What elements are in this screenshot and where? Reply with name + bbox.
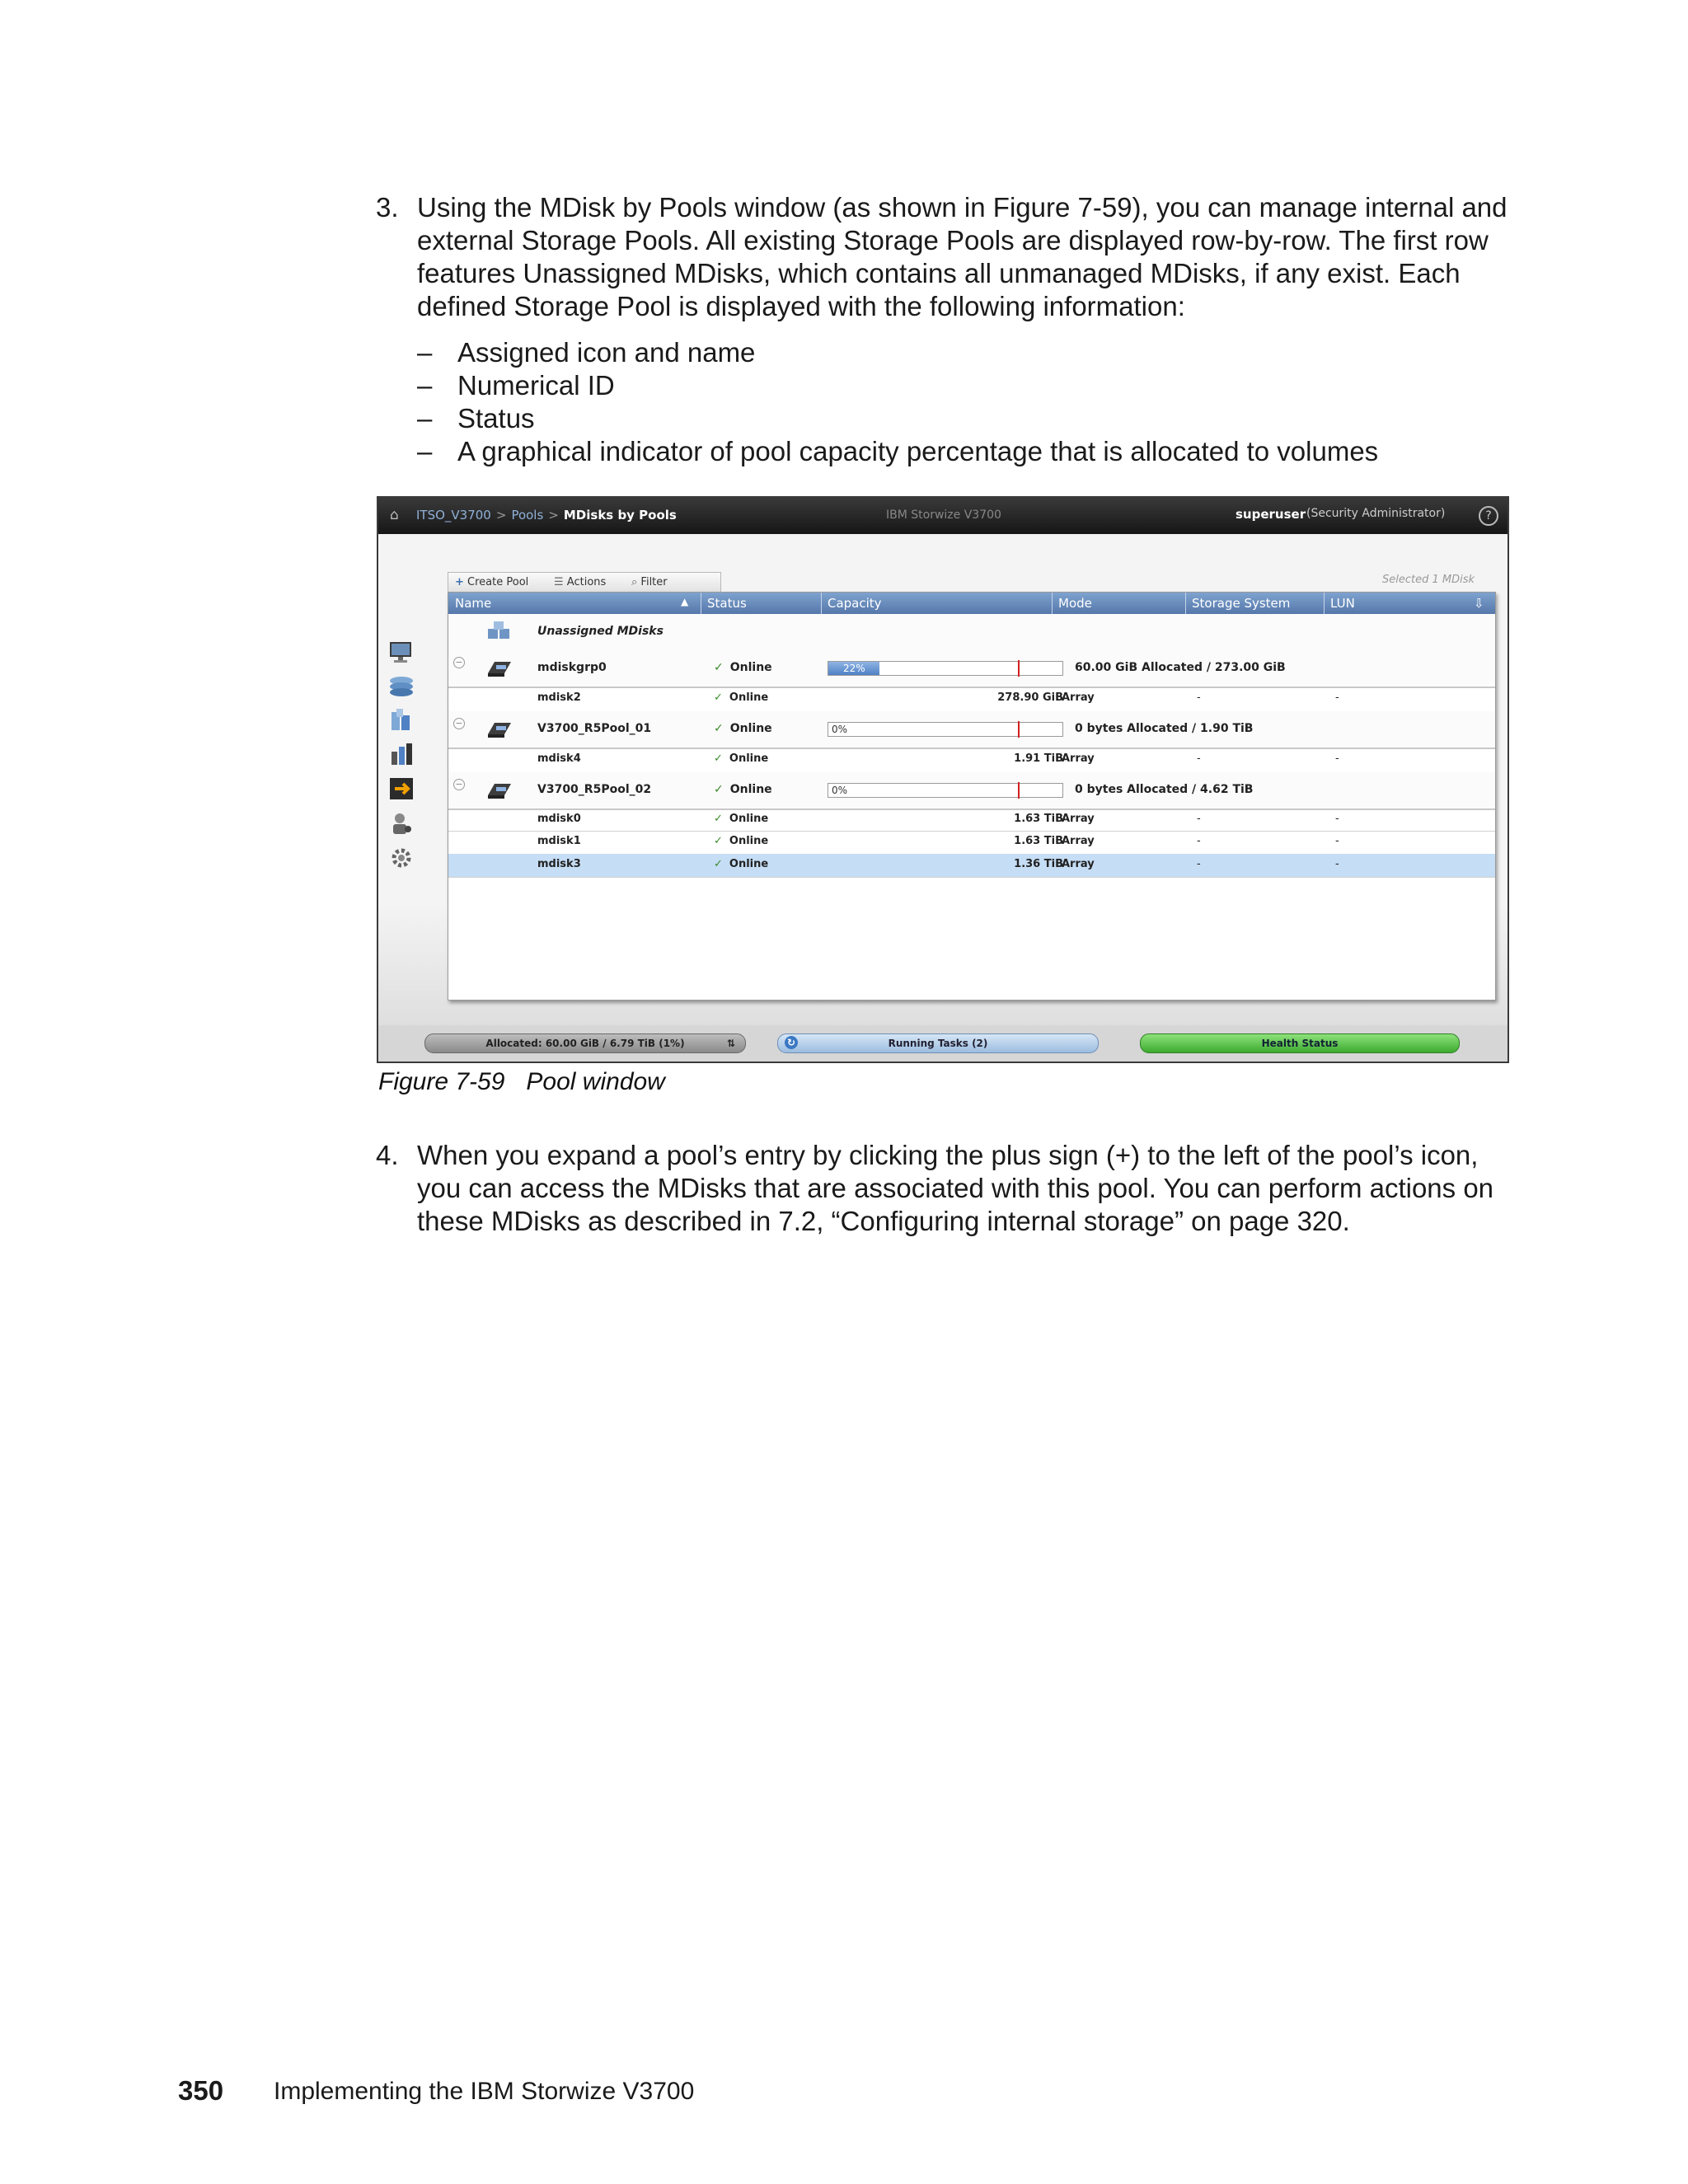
book-title: Implementing the IBM Storwize V3700 bbox=[274, 2078, 695, 2105]
warning-threshold-marker bbox=[1018, 660, 1020, 677]
pools-icon[interactable] bbox=[387, 707, 416, 732]
column-capacity[interactable]: Capacity bbox=[828, 596, 882, 611]
mdisk-status bbox=[714, 858, 768, 870]
mdisk-lun: - bbox=[1335, 752, 1339, 765]
pool-icon bbox=[485, 719, 514, 739]
collapse-icon[interactable]: − bbox=[453, 718, 465, 729]
step-3-line: features Unassigned MDisks, which contains all unmanaged MDisks, if any exist. Each bbox=[417, 258, 1461, 288]
status-label: Online bbox=[729, 813, 769, 825]
status-label: Online bbox=[729, 661, 772, 674]
pool-window-screenshot bbox=[377, 496, 1509, 1063]
pool-name: V3700_R5Pool_02 bbox=[537, 783, 652, 796]
pool-row[interactable] bbox=[448, 772, 1495, 810]
running-tasks-pod[interactable] bbox=[777, 1033, 1099, 1053]
mdisk-capacity: 278.90 GiB bbox=[997, 691, 1063, 704]
main-area bbox=[378, 534, 1507, 1062]
mdisk-row-selected[interactable] bbox=[448, 854, 1495, 878]
capacity-bar bbox=[828, 722, 1063, 737]
user-name[interactable]: superuser bbox=[1236, 507, 1306, 522]
bullet-text: Numerical ID bbox=[457, 370, 615, 401]
mdisk-pool-grid bbox=[448, 592, 1496, 1001]
selection-count: Selected 1 MDisk bbox=[1381, 574, 1475, 586]
pool-status bbox=[714, 722, 772, 735]
volumes-icon[interactable] bbox=[387, 742, 416, 766]
status-label: Online bbox=[729, 858, 769, 870]
bullet-dash: – bbox=[417, 436, 433, 466]
mdisk-mode: Array bbox=[1062, 691, 1095, 704]
sort-ascending-icon[interactable]: ▲ bbox=[681, 596, 689, 607]
mdisk-row[interactable] bbox=[448, 831, 1495, 855]
column-divider bbox=[1185, 593, 1186, 614]
check-icon: ✓ bbox=[714, 813, 723, 825]
create-pool-label: Create Pool bbox=[467, 576, 529, 588]
mdisk-mode: Array bbox=[1062, 752, 1095, 765]
mdisk-status bbox=[714, 752, 768, 765]
bullet-dash: – bbox=[417, 370, 433, 401]
step-3-line: external Storage Pools. All existing Storage Pools are displayed row-by-row. The first row bbox=[417, 225, 1489, 255]
mdisk-mode: Array bbox=[1062, 813, 1095, 825]
top-bar bbox=[378, 498, 1507, 534]
mdisk-storage-system: - bbox=[1197, 752, 1201, 765]
breadcrumb-current: MDisks by Pools bbox=[563, 508, 677, 523]
breadcrumb-pools[interactable]: Pools bbox=[511, 508, 544, 523]
step-4-line: you can access the MDisks that are associated with this pool. You can perform actions on bbox=[417, 1173, 1494, 1203]
mdisk-row[interactable] bbox=[448, 808, 1495, 832]
mdisk-lun: - bbox=[1335, 858, 1339, 870]
step-3-paragraph bbox=[376, 191, 1530, 323]
mdisk-name: mdisk2 bbox=[537, 691, 581, 704]
pool-allocation: 0 bytes Allocated / 1.90 TiB bbox=[1075, 722, 1254, 735]
filter-label: Filter bbox=[640, 576, 668, 588]
product-name: IBM Storwize V3700 bbox=[886, 509, 1001, 522]
capacity-bar bbox=[828, 661, 1063, 676]
status-label: Online bbox=[729, 691, 769, 704]
check-icon: ✓ bbox=[714, 752, 723, 765]
bullet-dash: – bbox=[417, 337, 433, 368]
bullet-item bbox=[417, 369, 1378, 402]
breadcrumb-system[interactable]: ITSO_V3700 bbox=[416, 508, 491, 523]
check-icon: ✓ bbox=[714, 783, 724, 796]
step-4-paragraph bbox=[376, 1139, 1530, 1238]
check-icon: ✓ bbox=[714, 858, 723, 870]
mdisk-name: mdisk1 bbox=[537, 835, 581, 847]
actions-label: Actions bbox=[566, 576, 607, 588]
breadcrumb bbox=[416, 508, 677, 523]
search-icon: ⌕ bbox=[631, 576, 638, 588]
status-label: Online bbox=[729, 722, 772, 735]
step-4-line: When you expand a pool’s entry by clicking the plus sign (+) to the left of the pool’s icon, bbox=[417, 1140, 1479, 1170]
mdisk-lun: - bbox=[1335, 835, 1339, 847]
column-status[interactable]: Status bbox=[707, 596, 747, 611]
allocated-label: Allocated: 60.00 GiB / 6.79 TiB (1%) bbox=[485, 1038, 685, 1049]
hosts-icon[interactable] bbox=[387, 776, 416, 801]
step-3-line: Using the MDisk by Pools window (as shown in Figure 7-59), you can manage internal and bbox=[417, 192, 1507, 223]
bullet-item bbox=[417, 402, 1378, 435]
plus-icon: + bbox=[455, 576, 464, 588]
capacity-bar bbox=[828, 783, 1063, 798]
mdisk-capacity: 1.36 TiB bbox=[1014, 858, 1063, 870]
column-divider bbox=[1324, 593, 1325, 614]
collapse-icon[interactable]: − bbox=[453, 657, 465, 668]
mdisk-row[interactable] bbox=[448, 687, 1495, 712]
mdisk-lun: - bbox=[1335, 691, 1339, 704]
status-label: Online bbox=[729, 752, 769, 765]
page-number: 350 bbox=[178, 2075, 224, 2106]
access-icon[interactable] bbox=[387, 811, 416, 836]
health-status-label: Health Status bbox=[1261, 1038, 1339, 1049]
info-bullet-list bbox=[417, 336, 1378, 468]
bullet-item bbox=[417, 435, 1378, 468]
allocated-status-pod[interactable] bbox=[424, 1033, 746, 1053]
help-icon[interactable]: ? bbox=[1479, 506, 1498, 526]
check-icon: ✓ bbox=[714, 722, 724, 735]
refresh-icon: ↻ bbox=[785, 1036, 798, 1049]
actions-button[interactable] bbox=[554, 576, 606, 588]
mdisk-storage-system: - bbox=[1197, 813, 1201, 825]
settings-icon[interactable] bbox=[387, 846, 416, 870]
mdisk-status bbox=[714, 813, 768, 825]
mdisk-status bbox=[714, 835, 768, 847]
step-3-line: defined Storage Pool is displayed with the following information: bbox=[417, 291, 1185, 321]
breadcrumb-separator: > bbox=[495, 508, 507, 523]
warning-threshold-marker bbox=[1018, 782, 1020, 799]
capacity-percent: 22% bbox=[843, 663, 865, 674]
home-monitor-icon[interactable] bbox=[387, 640, 416, 664]
mdisk-lun: - bbox=[1335, 813, 1339, 825]
expand-arrows-icon: ⇅ bbox=[726, 1038, 735, 1049]
mdisk-name: mdisk4 bbox=[537, 752, 581, 765]
list-icon: ☰ bbox=[554, 576, 564, 588]
grid-header bbox=[448, 593, 1495, 614]
mdisk-mode: Array bbox=[1062, 835, 1095, 847]
step-number: 3. bbox=[376, 192, 399, 223]
column-lun[interactable]: LUN bbox=[1330, 596, 1355, 611]
health-status-pod[interactable] bbox=[1140, 1033, 1460, 1053]
unassigned-mdisks-row[interactable] bbox=[448, 614, 1495, 652]
pool-allocation: 0 bytes Allocated / 4.62 TiB bbox=[1075, 783, 1254, 796]
mdisk-row[interactable] bbox=[448, 748, 1495, 773]
check-icon: ✓ bbox=[714, 661, 724, 674]
create-pool-button[interactable] bbox=[455, 576, 528, 588]
mdisk-storage-system: - bbox=[1197, 858, 1201, 870]
column-mode[interactable]: Mode bbox=[1058, 596, 1092, 611]
figure-caption bbox=[378, 1068, 665, 1096]
pool-allocation: 60.00 GiB Allocated / 273.00 GiB bbox=[1075, 661, 1286, 674]
pool-status bbox=[714, 661, 772, 674]
column-name[interactable]: Name bbox=[455, 596, 492, 611]
mdisk-mode: Array bbox=[1062, 858, 1095, 870]
bullet-item bbox=[417, 336, 1378, 369]
pool-icon bbox=[485, 658, 514, 678]
column-picker-icon[interactable]: ⇩ bbox=[1474, 596, 1484, 611]
warning-threshold-marker bbox=[1018, 721, 1020, 738]
status-label: Online bbox=[729, 783, 772, 796]
status-label: Online bbox=[729, 835, 769, 847]
mdisk-status bbox=[714, 691, 768, 704]
monitoring-icon[interactable] bbox=[387, 673, 416, 697]
status-bar bbox=[378, 1025, 1507, 1062]
filter-button[interactable] bbox=[631, 576, 668, 588]
bullet-text: A graphical indicator of pool capacity percentage that is allocated to volumes bbox=[457, 436, 1379, 466]
mdisk-name: mdisk3 bbox=[537, 858, 581, 870]
figure-title: Pool window bbox=[526, 1068, 665, 1095]
mdisk-capacity: 1.91 TiB bbox=[1014, 752, 1063, 765]
column-divider bbox=[821, 593, 822, 614]
pool-row[interactable] bbox=[448, 711, 1495, 749]
pool-row[interactable] bbox=[448, 650, 1495, 688]
check-icon: ✓ bbox=[714, 691, 723, 704]
figure-label: Figure 7-59 bbox=[378, 1068, 505, 1095]
mdisk-name: mdisk0 bbox=[537, 813, 581, 825]
user-role: (Security Administrator) bbox=[1306, 507, 1446, 520]
capacity-percent: 0% bbox=[832, 785, 848, 796]
capacity-percent: 0% bbox=[832, 724, 848, 735]
pool-name: V3700_R5Pool_01 bbox=[537, 722, 652, 735]
pool-name: mdiskgrp0 bbox=[537, 661, 607, 674]
home-icon[interactable]: ⌂ bbox=[390, 507, 399, 523]
check-icon: ✓ bbox=[714, 835, 723, 847]
mdisk-storage-system: - bbox=[1197, 835, 1201, 847]
bullet-dash: – bbox=[417, 403, 433, 434]
mdisk-capacity: 1.63 TiB bbox=[1014, 813, 1063, 825]
running-tasks-label: Running Tasks (2) bbox=[888, 1038, 988, 1049]
column-divider bbox=[1052, 593, 1053, 614]
column-storage-system[interactable]: Storage System bbox=[1192, 596, 1291, 611]
collapse-icon[interactable]: − bbox=[453, 779, 465, 790]
step-number: 4. bbox=[376, 1140, 399, 1170]
step-4-line: these MDisks as described in 7.2, “Configuring internal storage” on page 320. bbox=[417, 1206, 1350, 1236]
bullet-text: Assigned icon and name bbox=[457, 337, 756, 368]
breadcrumb-separator: > bbox=[548, 508, 559, 523]
unassigned-mdisks-label: Unassigned MDisks bbox=[537, 625, 663, 638]
bullet-text: Status bbox=[457, 403, 535, 434]
pool-status bbox=[714, 783, 772, 796]
mdisk-storage-system: - bbox=[1197, 691, 1201, 704]
mdisk-capacity: 1.63 TiB bbox=[1014, 835, 1063, 847]
pool-icon bbox=[485, 780, 514, 800]
grid-toolbar bbox=[448, 572, 721, 593]
unassigned-mdisks-icon bbox=[485, 621, 514, 640]
